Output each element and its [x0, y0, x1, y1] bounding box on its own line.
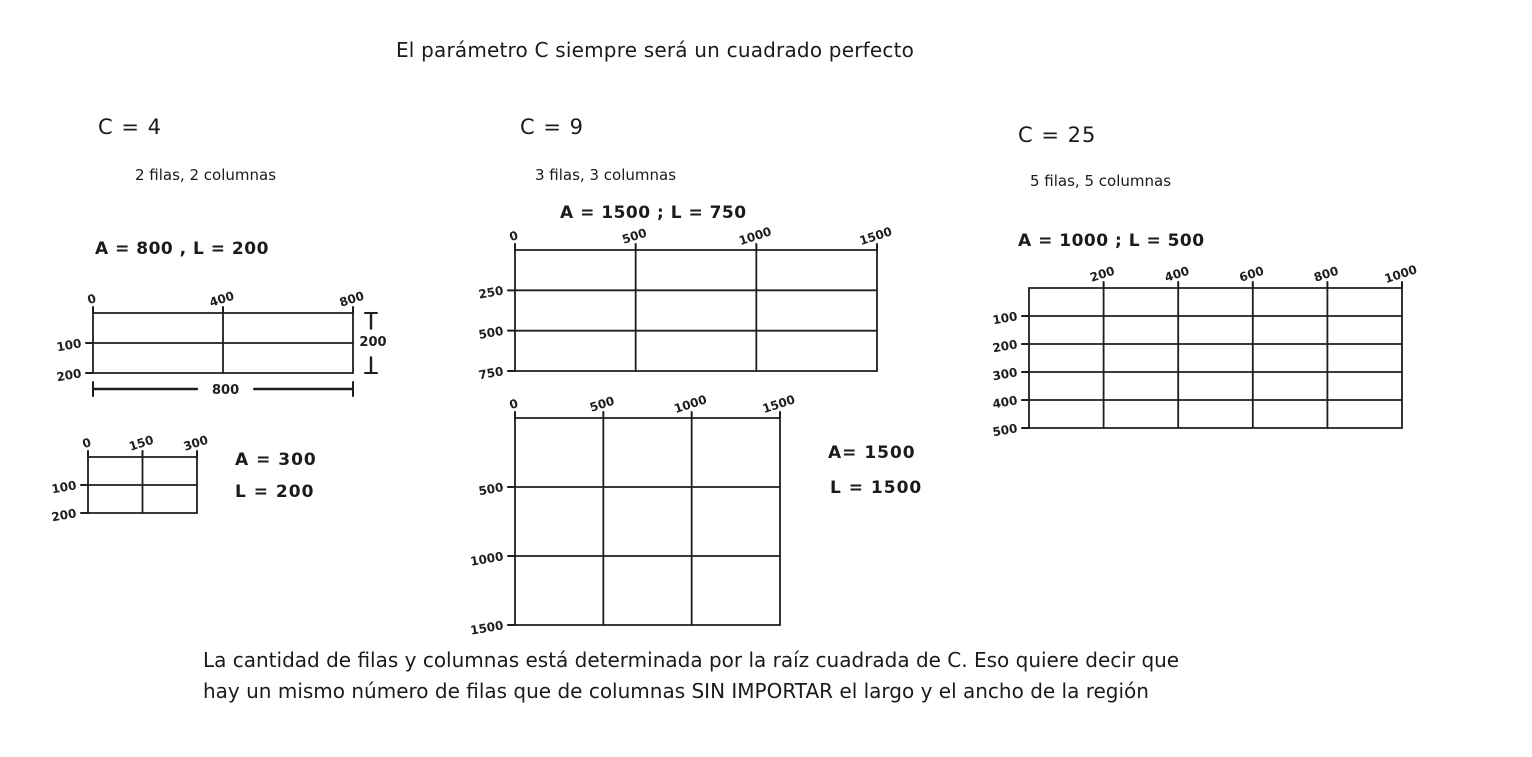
grid-c4-small [42, 427, 259, 551]
grid-c4-small-x-tick-label-0: 0 [80, 435, 93, 452]
grid-c9-square-x-tick-label-1: 500 [588, 393, 617, 415]
grid-c25-main-y-tick-label-1: 200 [991, 337, 1019, 356]
footer-line-1: La cantidad de filas y columnas está determinada por la raíz cuadrada de C. Eso quiere decir que [203, 648, 1180, 672]
grid-c25-main-y-tick-label-3: 400 [991, 393, 1019, 412]
section-c4-params: A = 800 , L = 200 [95, 239, 269, 259]
grid-c4-small-y-tick-label-0: 100 [50, 478, 78, 497]
grid-c9-wide [469, 220, 939, 409]
grid-c9-wide-x-tick-label-2: 1000 [737, 224, 774, 249]
section-c4-subheading: 2 filas, 2 columnas [135, 166, 277, 184]
grid-c4-main-x-tick-label-1: 400 [207, 288, 236, 310]
grid-c9-square-y-tick-label-0: 500 [477, 480, 505, 499]
section-c25-params: A = 1000 ; L = 500 [1018, 231, 1205, 251]
grid-c9-wide-x-tick-label-3: 1500 [857, 224, 894, 249]
c9-square-grid-area-label: A= 1500 [828, 443, 916, 463]
grid-c9-square-x-tick-label-2: 1000 [672, 392, 709, 417]
footer-note [203, 645, 1303, 707]
section-c25-subheading: 5 filas, 5 columnas [1030, 172, 1172, 190]
grid-c9-wide-y-tick-label-2: 750 [477, 364, 505, 383]
grid-c4-main [47, 283, 415, 411]
grid-c9-square-x-tick-label-0: 0 [507, 396, 520, 413]
grid-c4-small-x-tick-label-1: 150 [127, 432, 156, 454]
grid-c9-wide-x-tick-label-0: 0 [507, 228, 520, 245]
grid-c9-square-y-tick-label-1: 1000 [469, 549, 505, 569]
section-c4-heading: C = 4 [98, 115, 162, 139]
grid-c25-main-x-tick-label-0: 200 [1088, 263, 1117, 285]
section-c25-heading: C = 25 [1018, 123, 1097, 147]
section-c9-subheading: 3 filas, 3 columnas [535, 166, 677, 184]
grid-c25-main-y-tick-label-4: 500 [991, 421, 1019, 440]
grid-c25-main-x-tick-label-1: 400 [1162, 263, 1192, 285]
grid-c9-square-x-tick-label-3: 1500 [760, 392, 797, 417]
grid-c25-main-y-tick-label-0: 100 [991, 309, 1019, 328]
grid-c9-wide-y-tick-label-1: 500 [477, 323, 505, 342]
grid-c9-wide-y-tick-label-0: 250 [477, 283, 505, 302]
grid-c4-small-y-tick-label-1: 200 [50, 506, 78, 525]
grid-c4-main-x-tick-label-2: 800 [337, 288, 366, 310]
grid-c25-main [983, 258, 1464, 466]
grid-c25-main-x-tick-label-4: 1000 [1382, 262, 1419, 287]
grid-c9-square-y-tick-label-2: 1500 [469, 618, 505, 638]
grid-c25-main-x-tick-label-2: 600 [1237, 263, 1266, 285]
page-title: El parámetro C siempre será un cuadrado perfecto [395, 38, 915, 62]
grid-c4-main-y-tick-label-0: 100 [55, 336, 83, 355]
section-c9-heading: C = 9 [520, 115, 584, 139]
footer-line-2: hay un mismo número de filas que de columnas SIN IMPORTAR el largo y el ancho de la región [203, 679, 1149, 703]
c4-small-grid-area-label: A = 300 [235, 450, 317, 470]
grid-c4-main-height-bracket-label: 200 [359, 335, 387, 350]
grid-c4-main-y-tick-label-1: 200 [55, 366, 83, 385]
grid-c25-main-x-tick-label-3: 800 [1312, 263, 1341, 285]
grid-c25-main-y-tick-label-2: 300 [991, 365, 1019, 384]
section-c9-params: A = 1500 ; L = 750 [560, 203, 747, 223]
grid-c4-small-x-tick-label-2: 300 [181, 432, 210, 454]
grid-c4-main-x-tick-label-0: 0 [85, 291, 98, 308]
c4-small-grid-length-label: L = 200 [235, 482, 315, 502]
grid-c4-main-width-bracket-label: 800 [212, 383, 240, 398]
grid-c9-square [469, 388, 842, 663]
grid-c9-wide-x-tick-label-1: 500 [620, 225, 649, 247]
c9-square-grid-length-label: L = 1500 [830, 478, 923, 498]
